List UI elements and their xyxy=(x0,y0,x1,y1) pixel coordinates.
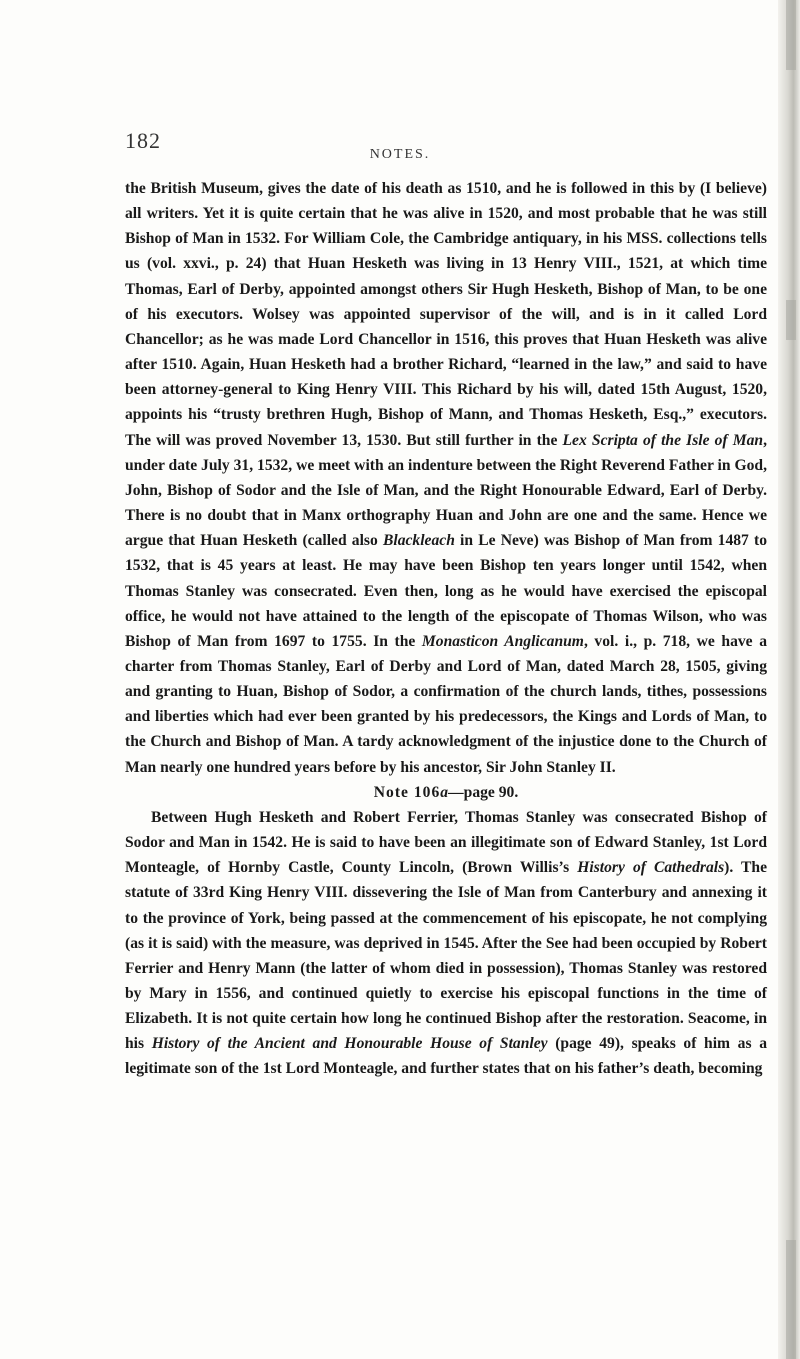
edge-mark xyxy=(786,0,796,70)
italic-title: History of Cathedrals xyxy=(577,859,725,877)
note-page: —page 90. xyxy=(448,783,519,801)
text-run: in Le Neve) was Bishop of Man from 1487 to 1532, that is 45 years at least. He may have been Bishop ten years longer until 1542, when Thomas Stanley was consecrated. Even then, long as he would have exercised the episcopal office, he would not have attained to the length of the episcopate of Thomas Wilson, who was Bishop of Man from 1697 to 1755. In the xyxy=(125,532,767,650)
paragraph xyxy=(125,805,767,1082)
body-text xyxy=(125,176,767,1082)
text-run: Between Hugh Hesketh and Robert Ferrier, Thomas Stanley was consecrated Bishop of Sodor and Man in 1542. He is said to have been an illegitimate son of Edward Stanley, 1st Lord Monteagle, of Hornby Castle, County Lincoln, (Brown Willis’s xyxy=(125,808,767,877)
running-head: NOTES. xyxy=(369,147,431,162)
text-run: , under date July 31, 1532, we meet with an indenture between the Right Reverend Father in God, John, Bishop of Sodor and the Isle of Man, and the Right Honourable Edward, Earl of Derby. There is no doubt that in Manx orthography Huan and John are one and the same. Hence we argue that Huan Hesketh (called also xyxy=(125,431,767,550)
page-edge-shadow xyxy=(778,0,800,1359)
italic-name: Blackleach xyxy=(382,532,455,550)
page-number: 182 xyxy=(125,128,161,153)
italic-title: Monasticon Anglicanum xyxy=(421,632,584,650)
paragraph-continued xyxy=(125,176,767,780)
text-run: (page 49), speaks of him as a legitimate son of the 1st Lord Monteagle, and further states that on his father’s death, becoming xyxy=(125,1035,767,1078)
note-label: Note 106 xyxy=(373,783,441,801)
italic-title: History of the Ancient and Honourable House of Stanley xyxy=(151,1035,548,1053)
italic-title: Lex Scripta of the Isle of Man xyxy=(562,431,764,449)
note-heading xyxy=(125,780,767,805)
note-suffix: a xyxy=(440,783,449,801)
edge-mark xyxy=(786,300,796,340)
text-run: ). The statute of 33rd King Henry VIII. dissevering the Isle of Man from Canterbury and annexing it to the province of York, being passed at the commencement of his episcopate, he not complying (as it is said) with the measure, was deprived in 1545. After the See had been occupied by Robert Ferrier and Henry Mann (the latter of whom died in possession), Thomas Stanley was restored by Mary in 1556, and continued quietly to exercise his episcopal functions in the time of Elizabeth. It is not quite certain how long he continued Bishop after the restoration. Seacome, in his xyxy=(125,859,768,1053)
edge-mark xyxy=(786,1240,796,1359)
text-run: the British Museum, gives the date of his death as 1510, and he is followed in this by (I believe) all writers. Yet it is quite certain that he was alive in 1520, and most probable that he was still Bishop of Man in 1532. For William Cole, the Cambridge antiquary, in his MSS. collections tells us (vol. xxvi., p. 24) that Huan Hesketh was living in 13 Henry VIII., 1521, at which time Thomas, Earl of Derby, appointed amongst others Sir Hugh Hesketh, Bishop of Man, to be one of his executors. Wolsey was appointed supervisor of the will, and is in it called Lord Chancellor; as he was made Lord Chancellor in 1516, this proves that Huan Hesketh was alive after 1510. Again, Huan Hesketh had a brother Richard, “learned in the law,” and said to have been attorney-general to King Henry VIII. This Richard by his will, dated 15th August, 1520, appoints his “trusty brethren Hugh, Bishop of Mann, and Thomas Hesketh, Esq.,” executors. The will was proved November 13, 1530. But still further in the xyxy=(125,180,767,449)
text-run: , vol. i., p. 718, we have a charter from Thomas Stanley, Earl of Derby and Lord of Man, dated March 28, 1505, giving and granting to Huan, Bishop of Sodor, a confirmation of the church lands, tithes, possessions and liberties which had ever been granted by his predecessors, the Kings and Lords of Man, to the Church and Bishop of Man. A tardy acknowledgment of the injustice done to the Church of Man nearly one hundred years before by his ancestor, Sir John Stanley II. xyxy=(125,632,768,776)
